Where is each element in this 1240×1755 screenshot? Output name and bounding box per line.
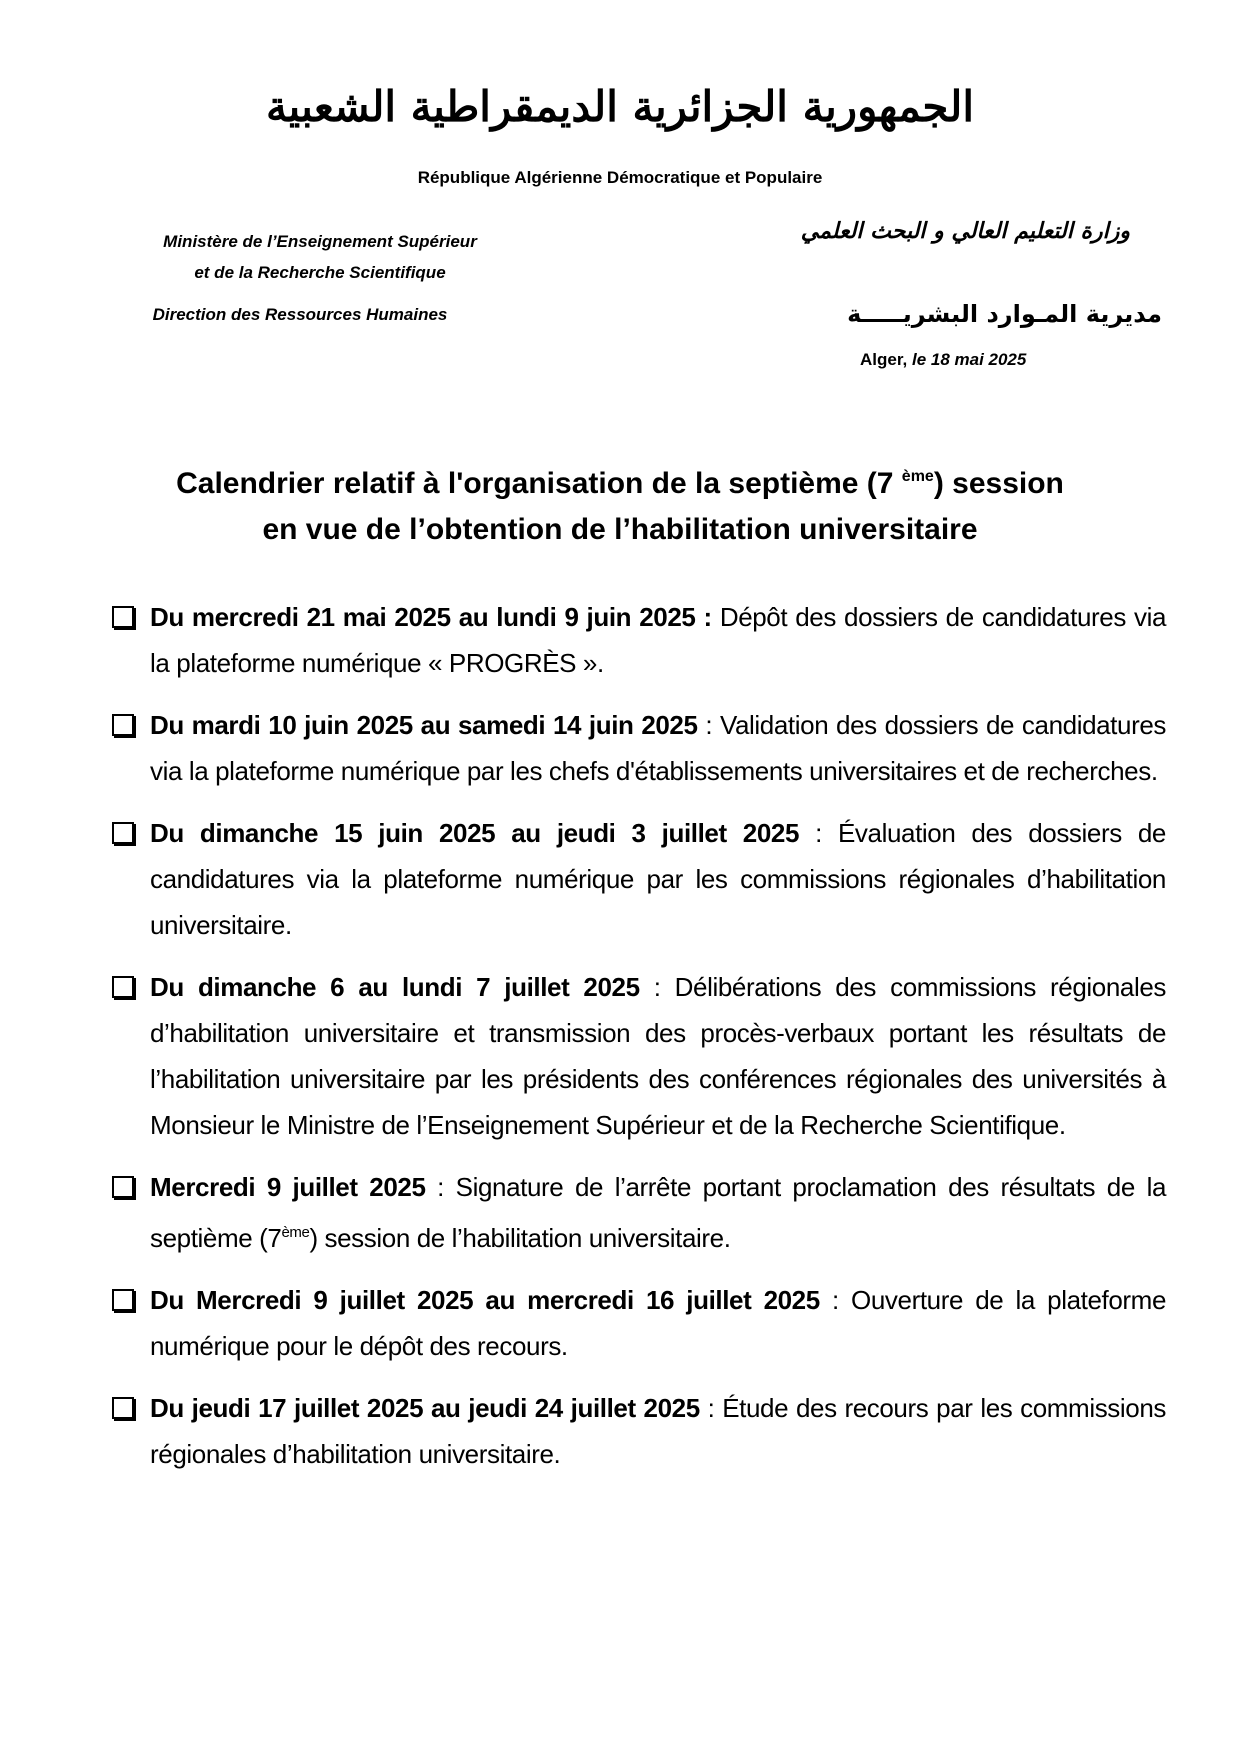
item-date: Du mardi 10 juin 2025 au samedi 14 juin 2025 [150,710,698,740]
french-republic-heading: République Algérienne Démocratique et Populaire [417,168,823,187]
ministry-fr-line1: Ministère de l’Enseignement Supérieur [163,232,477,251]
calendar-item [112,1385,1166,1477]
ministry-name-arabic: وزارة التعليم العالي و البحث العلمي [800,218,1130,244]
calendar-item [112,594,1166,686]
checkbox-bullet-icon [112,606,134,628]
item-date: Du Mercredi 9 juillet 2025 au mercredi 16 juillet 2025 [150,1285,820,1315]
item-date: Du mercredi 21 mai 2025 au lundi 9 juin 2025 : [150,602,712,632]
item-text: : Évaluation des dossiers de candidatures via la plateforme numérique par les commissions régionales d’habilitation universitaire. [150,818,1166,940]
item-text: : Étude des recours par les commissions régionales d’habilitation universitaire. [150,1393,1166,1469]
date-place: Alger, [860,350,908,369]
item-date: Du dimanche 15 juin 2025 au jeudi 3 juillet 2025 [150,818,800,848]
item-text: : Validation des dossiers de candidatures via la plateforme numérique par les chefs d'établissements universitaires et de recherches. [150,710,1166,786]
item-text: Dépôt des dossiers de candidatures via la plateforme numérique « PROGRÈS ». [150,602,1167,678]
item-date: Du dimanche 6 au lundi 7 juillet 2025 [150,972,640,1002]
calendar-item [112,1164,1166,1261]
item-text-end: ) session de l’habilitation universitaire. [309,1223,731,1253]
checkbox-bullet-icon [112,1289,134,1311]
item-superscript: ème [281,1224,310,1241]
calendar-item [112,702,1166,794]
arabic-republic-heading: الجمهورية الجزائرية الديمقراطية الشعبية [265,82,974,131]
item-text: : Délibérations des commissions régionales d’habilitation universitaire et transmission des procès-verbaux portant les résultats de l’habilitation universitaire par les présidents des conférences régionales des universités à Monsieur le Ministre de l’Enseignement Supérieur et de la Recherche Scientifique. [150,972,1166,1140]
title-line1-text: Calendrier relatif à l'organisation de la septième (7 [176,467,902,500]
item-text: : Signature de l’arrête portant proclamation des résultats de la septième (7 [150,1172,1167,1253]
document-title [0,454,1240,553]
checkbox-bullet-icon [112,714,134,736]
date-value: le 18 mai 2025 [907,350,1027,369]
checkbox-bullet-icon [112,822,134,844]
direction-name-french: Direction des Ressources Humaines [152,305,448,324]
title-line1-end: ) session [933,467,1064,500]
item-text: : Ouverture de la plateforme numérique pour le dépôt des recours. [150,1285,1167,1361]
title-line2: en vue de l’obtention de l’habilitation universitaire [262,513,978,546]
ministry-fr-line2: et de la Recherche Scientifique [194,263,446,282]
checkbox-bullet-icon [112,976,134,998]
checkbox-bullet-icon [112,1176,134,1198]
title-line1 [0,454,1240,507]
item-date: Du jeudi 17 juillet 2025 au jeudi 24 juillet 2025 [150,1393,700,1423]
item-date: Mercredi 9 juillet 2025 [150,1172,426,1202]
calendar-item [112,964,1166,1148]
title-superscript: ème [901,468,934,485]
date-line [860,350,1026,370]
ministry-name-french [120,226,520,288]
direction-name-arabic: مديرية المـوارد البشريـــــة [847,300,1162,328]
checkbox-bullet-icon [112,1397,134,1419]
calendar-item [112,810,1166,948]
calendar-item [112,1277,1166,1369]
calendar-list [112,594,1166,1493]
